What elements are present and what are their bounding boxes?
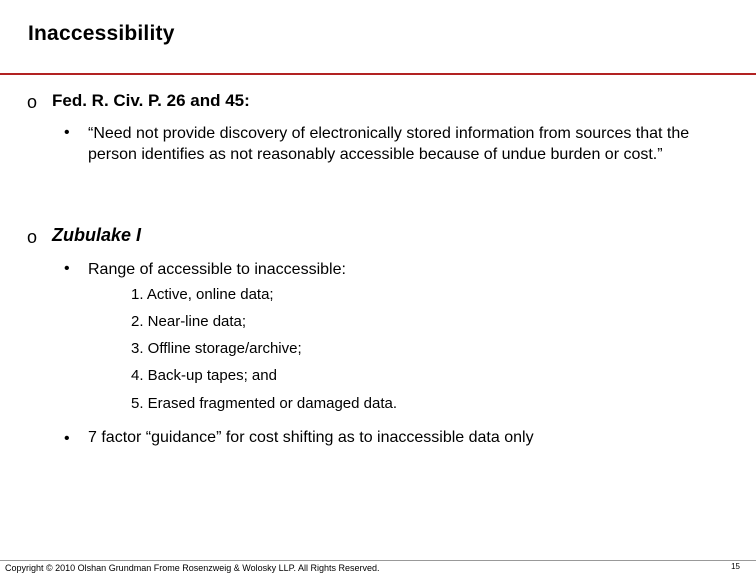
list-item: 4. Back-up tapes; and [131,367,277,384]
footer-copyright: Copyright © 2010 Olshan Grundman Frome Rosenzweig & Wolosky LLP. All Rights Reserved. [5,563,380,573]
section2-point2: 7 factor “guidance” for cost shifting as to inaccessible data only [88,429,534,446]
section2-point1: Range of accessible to inaccessible: [88,261,346,278]
section2-heading: Zubulake I [52,225,142,245]
list-item: 1. Active, online data; [131,286,274,303]
bullet-marker-section1: o [27,92,38,112]
list-item: 2. Near-line data; [131,313,247,330]
bullet-dot-range: • [64,260,70,277]
section1-heading: Fed. R. Civ. P. 26 and 45: [52,91,250,110]
bullet-marker-section2: o [27,227,38,247]
page-number: 15 [731,562,740,571]
bullet-dot-guidance: • [64,430,70,447]
bullet-dot-quote: • [64,124,70,141]
slide-title: Inaccessibility [28,22,175,45]
section1-quote: “Need not provide discovery of electronically stored information from sources that the person identifies as not reasonably accessible because of undue burden or cost.” [88,125,690,163]
list-item: 3. Offline storage/archive; [131,340,302,357]
title-divider [0,73,756,75]
list-item: 5. Erased fragmented or damaged data. [131,395,398,412]
footer-divider [0,560,756,561]
